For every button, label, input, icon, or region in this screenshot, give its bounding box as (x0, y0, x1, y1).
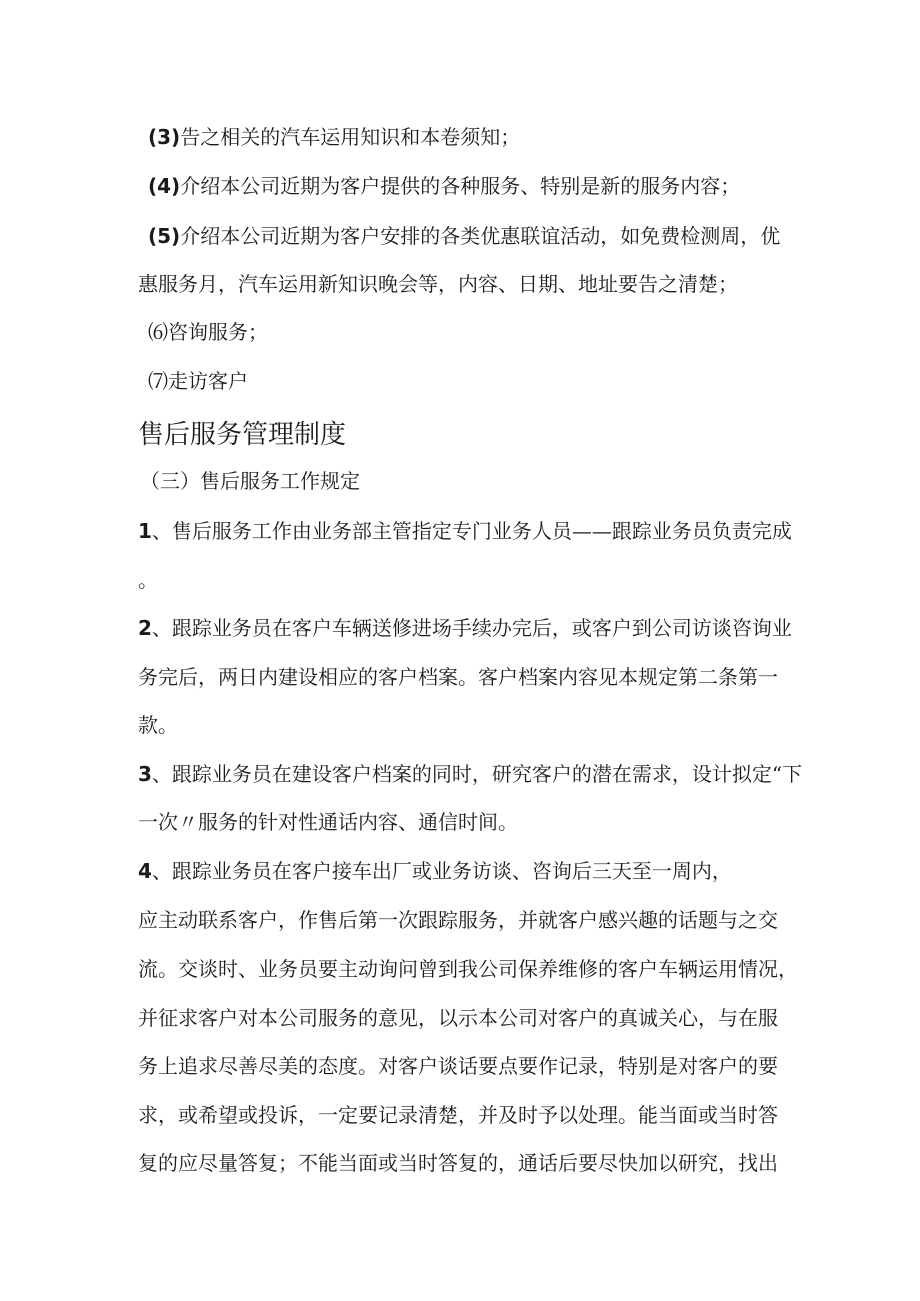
rule-line: 款。 (138, 713, 178, 737)
rule-line (138, 760, 802, 788)
rule-text: 、跟踪业务员在建设客户档案的同时，研究客户的潜在需求，设计拟定“下 (151, 762, 803, 786)
rule-line (138, 614, 792, 642)
subsection-title: （三）售后服务工作规定 (140, 469, 360, 493)
rule-line (138, 517, 792, 545)
rule-number: 1 (138, 519, 152, 543)
rule-line: 求，或希望或投诉，一定要记录清楚，并及时予以处理。能当面或当时答 (138, 1103, 778, 1127)
item-number: ⑹ (148, 320, 168, 344)
list-item (148, 123, 520, 151)
rule-number: 3 (138, 762, 152, 786)
rule-line: 。 (138, 568, 158, 592)
rule-line (138, 857, 732, 885)
rule-number: 4 (138, 859, 152, 883)
rule-text: 、售后服务工作由业务部主管指定专门业务人员——跟踪业务员负责完成 (151, 519, 792, 543)
item-text: 咨询服务； (168, 320, 268, 344)
item-text: 走访客户 (168, 369, 248, 393)
section-title: 售后服务管理制度 (138, 420, 347, 450)
rule-line: 一次〃服务的针对性通话内容、通信时间。 (138, 810, 518, 834)
rule-line: 应主动联系客户，作售后第一次跟踪服务，并就客户感兴趣的话题与之交 (138, 908, 778, 932)
list-item (148, 318, 268, 346)
list-item (148, 222, 780, 250)
rule-line: 复的应尽量答复；不能当面或当时答复的，通话后要尽快加以研究，找出 (138, 1151, 778, 1175)
rule-text: 、跟踪业务员在客户接车出厂或业务访谈、咨询后三天至一周内， (151, 859, 732, 883)
list-item-continuation: 惠服务月，汽车运用新知识晚会等，内容、日期、地址要告之清楚； (138, 272, 738, 296)
rule-text: 、跟踪业务员在客户车辆送修进场手续办完后，或客户到公司访谈咨询业 (151, 616, 792, 640)
item-text: 告之相关的汽车运用知识和本卷须知； (180, 125, 521, 149)
rule-number: 2 (138, 616, 152, 640)
item-number: (3) (148, 125, 181, 149)
rule-line: 并征求客户对本公司服务的意见，以示本公司对客户的真诚关心，与在服 (138, 1006, 778, 1030)
item-text: 介绍本公司近期为客户提供的各种服务、特别是新的服务内容； (180, 174, 741, 198)
rule-line: 务完后，两日内建设相应的客户档案。客户档案内容见本规定第二条第一 (138, 665, 778, 689)
list-item (148, 172, 740, 200)
item-number: ⑺ (148, 369, 168, 393)
item-text: 介绍本公司近期为客户安排的各类优惠联谊活动，如免费检测周，优 (180, 224, 781, 248)
item-number: (5) (148, 224, 181, 248)
list-item (148, 367, 248, 395)
rule-line: 务上追求尽善尽美的态度。对客户谈话要点要作记录，特别是对客户的要 (138, 1054, 778, 1078)
rule-line: 流。交谈时、业务员要主动询问曾到我公司保养维修的客户车辆运用情况， (138, 957, 798, 981)
item-number: (4) (148, 174, 181, 198)
